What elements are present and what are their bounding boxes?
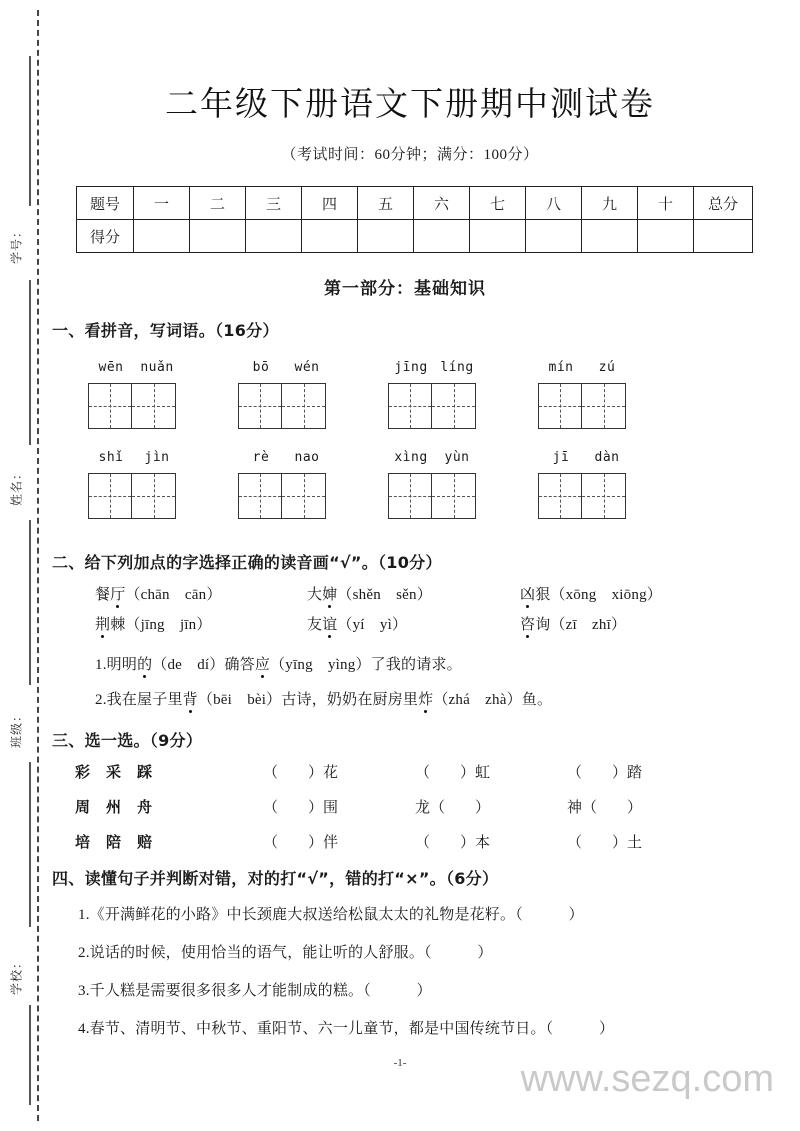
q2-word-1: [95, 583, 222, 604]
q2-word-2: [307, 583, 432, 604]
q2-word-2-dotted-char: 婶: [322, 583, 337, 604]
tianzige-r2c3[interactable]: [388, 473, 476, 519]
q2-word-1-pinyin[interactable]: （chān cān）: [125, 587, 222, 603]
tianzige-r2c2[interactable]: [238, 473, 326, 519]
q2-sentence-2-pinyin-2[interactable]: （zhá zhà）: [433, 692, 522, 708]
pinyin-r1c3-syllable2: líng: [440, 360, 474, 375]
seal-label-class: 班级：: [9, 709, 24, 749]
q2-word-6: [520, 613, 626, 634]
pinyin-r2c2-syllable1: rè: [252, 450, 270, 465]
pinyin-r2c1-syllable2: jìn: [144, 450, 170, 465]
pinyin-r2c4-syllable2: dàn: [594, 450, 620, 465]
tianzige-cell[interactable]: [132, 474, 175, 518]
pinyin-r1c2-syllable2: wén: [294, 360, 320, 375]
tianzige-cell[interactable]: [239, 474, 282, 518]
q2-word-3-post: 狠: [535, 587, 551, 603]
tianzige-cell[interactable]: [432, 474, 475, 518]
q2-word-5-dotted-char: 谊: [322, 613, 337, 634]
score-cell-2[interactable]: [190, 220, 246, 253]
page-number: -1-: [393, 1057, 407, 1069]
score-table-col-3: 三: [246, 187, 302, 220]
tianzige-cell[interactable]: [282, 474, 325, 518]
tianzige-r1c4[interactable]: [538, 383, 626, 429]
seal-solid-segment-5: [29, 1005, 31, 1105]
score-cell-4[interactable]: [302, 220, 358, 253]
score-table-col-2: 二: [190, 187, 246, 220]
score-cell-10[interactable]: [638, 220, 694, 253]
question-2-heading: 二、给下列加点的字选择正确的读音画“√”。（10分）: [52, 553, 442, 572]
watermark: www.sezq.com: [520, 1058, 774, 1100]
score-cell-5[interactable]: [358, 220, 414, 253]
q2-sentence-2-seg1: 我在屋子里: [106, 692, 183, 708]
question-4-heading: 四、读懂句子并判断对错，对的打“√”，错的打“×”。（6分）: [52, 869, 499, 888]
tianzige-cell[interactable]: [389, 384, 432, 428]
tianzige-cell[interactable]: [132, 384, 175, 428]
score-table-col-1: 一: [134, 187, 190, 220]
q2-sentence-1-dotted-char-1: 的: [137, 653, 152, 674]
score-table-row-label-score: 得分: [77, 220, 134, 253]
tianzige-cell[interactable]: [282, 384, 325, 428]
q3-row-1-slot-1[interactable]: （ ）花: [263, 765, 339, 781]
seal-label-student-id: 学号：: [9, 225, 24, 265]
pinyin-r2c3-syllable1: xìng: [394, 450, 428, 465]
score-table-col-10: 十: [638, 187, 694, 220]
q2-word-6-pinyin[interactable]: （zī zhī）: [550, 617, 627, 633]
score-table-col-7: 七: [470, 187, 526, 220]
pinyin-r1c1-syllable2: nuǎn: [140, 360, 174, 375]
q2-sentence-2-dotted-char-1: 背: [183, 688, 198, 709]
tianzige-r1c1[interactable]: [88, 383, 176, 429]
q3-row-1-slot-2[interactable]: （ ）虹: [415, 765, 491, 781]
score-cell-7[interactable]: [470, 220, 526, 253]
q3-row-3-characters: 培陪赔: [75, 835, 169, 851]
q3-row-1-slot-3[interactable]: （ ）踏: [567, 765, 643, 781]
table-row-question-numbers: [77, 187, 753, 220]
pinyin-r2c2-syllable2: nao: [294, 450, 320, 465]
q2-sentence-1-seg2: 确答: [224, 657, 255, 673]
score-cell-total[interactable]: [694, 220, 753, 253]
seal-label-school: 学校：: [9, 956, 24, 996]
tianzige-r2c1[interactable]: [88, 473, 176, 519]
q2-word-2-pre: 大: [307, 587, 323, 603]
pinyin-r2c4-syllable1: jī: [552, 450, 570, 465]
tianzige-r2c4[interactable]: [538, 473, 626, 519]
q2-word-6-dotted-char: 咨: [520, 613, 535, 634]
q2-word-5: [307, 613, 407, 634]
q2-sentence-2-seg3: 鱼。: [521, 692, 553, 708]
seal-solid-segment-3: [29, 520, 31, 685]
q4-item-1[interactable]: 1.《开满鲜花的小路》中长颈鹿大叔送给松鼠太太的礼物是花籽。（ ）: [78, 907, 584, 923]
page-title: 二年级下册语文下册期中测试卷: [165, 84, 655, 123]
tianzige-cell[interactable]: [539, 384, 582, 428]
pinyin-r1c4-syllable1: mín: [548, 360, 574, 375]
q2-word-4: [95, 613, 212, 634]
q2-sentence-2-dotted-char-2: 炸: [418, 688, 433, 709]
tianzige-cell[interactable]: [239, 384, 282, 428]
q2-sentence-1-dotted-char-2: 应: [255, 653, 270, 674]
pinyin-r2c3-syllable2: yùn: [444, 450, 470, 465]
q2-word-5-pre: 友: [307, 617, 323, 633]
q4-item-2[interactable]: 2.说话的时候，使用恰当的语气，能让听的人舒服。（ ）: [78, 945, 493, 961]
tianzige-cell[interactable]: [582, 384, 625, 428]
q2-sentence-2: [95, 688, 552, 709]
q2-sentence-2-seg2: 古诗，奶奶在厨房里: [281, 692, 419, 708]
question-3-heading: 三、选一选。（9分）: [52, 731, 203, 750]
score-cell-8[interactable]: [526, 220, 582, 253]
q3-row-2-characters: 周州舟: [75, 800, 169, 816]
seal-dashed-line: [37, 10, 39, 1121]
q3-row-3-slot-3[interactable]: （ ）土: [567, 835, 643, 851]
score-table-col-6: 六: [414, 187, 470, 220]
q2-word-3-pinyin[interactable]: （xōng xiōng）: [550, 587, 662, 603]
score-table-col-8: 八: [526, 187, 582, 220]
q2-word-4-pinyin[interactable]: （jīng jīn）: [125, 617, 212, 633]
pinyin-r2c1-syllable1: shǐ: [98, 450, 124, 465]
tianzige-cell[interactable]: [539, 474, 582, 518]
score-cell-1[interactable]: [134, 220, 190, 253]
q2-sentence-1-pinyin-1[interactable]: （de dí）: [152, 657, 225, 673]
q2-word-4-dotted-char: 荆: [95, 613, 110, 634]
q2-word-6-post: 询: [535, 617, 551, 633]
exam-subtitle: （考试时间：60分钟；满分：100分）: [281, 147, 539, 163]
question-1-heading: 一、看拼音，写词语。（16分）: [52, 321, 279, 340]
score-table: [76, 186, 753, 253]
score-cell-9[interactable]: [582, 220, 638, 253]
pinyin-r1c1-syllable1: wēn: [98, 360, 124, 375]
q2-word-5-pinyin[interactable]: （yí yì）: [337, 617, 408, 633]
score-table-col-9: 九: [582, 187, 638, 220]
score-cell-3[interactable]: [246, 220, 302, 253]
tianzige-cell[interactable]: [89, 384, 132, 428]
q2-word-1-pre: 餐: [95, 587, 111, 603]
q4-item-4[interactable]: 4.春节、清明节、中秋节、重阳节、六一儿童节，都是中国传统节日。（ ）: [78, 1021, 615, 1037]
q4-item-3[interactable]: 3.千人糕是需要很多很多人才能制成的糕。（ ）: [78, 983, 432, 999]
q2-sentence-1: [95, 653, 462, 674]
q2-word-4-post: 棘: [110, 617, 126, 633]
tianzige-r1c2[interactable]: [238, 383, 326, 429]
q2-sentence-2-pinyin-1[interactable]: （bēi bèi）: [197, 692, 282, 708]
q2-sentence-1-seg1: 明明: [106, 657, 138, 673]
q2-sentence-1-pinyin-2[interactable]: （yīng yìng）: [270, 657, 371, 673]
q2-word-3: [520, 583, 662, 604]
seal-label-name: 姓名：: [9, 467, 24, 507]
q3-row-2-slot-3[interactable]: 神（ ）: [567, 800, 643, 816]
q2-sentence-1-number: 1.: [95, 657, 107, 673]
pinyin-r1c4-syllable2: zú: [598, 360, 616, 375]
table-row-scores: [77, 220, 753, 253]
tianzige-cell[interactable]: [582, 474, 625, 518]
seal-solid-segment-4: [29, 762, 31, 927]
q2-word-1-dotted-char: 厅: [110, 583, 125, 604]
q3-row-1-characters: 彩采踩: [75, 765, 169, 781]
seal-solid-segment-2: [29, 280, 31, 445]
score-table-col-total: 总分: [694, 187, 753, 220]
part-one-heading: 第一部分：基础知识: [324, 279, 486, 299]
pinyin-r1c2-syllable1: bō: [252, 360, 270, 375]
q3-row-3-slot-2[interactable]: （ ）本: [415, 835, 491, 851]
q2-word-2-pinyin[interactable]: （shěn sěn）: [337, 587, 432, 603]
q3-row-2-slot-1[interactable]: （ ）围: [263, 800, 339, 816]
score-table-col-5: 五: [358, 187, 414, 220]
score-table-col-4: 四: [302, 187, 358, 220]
tianzige-cell[interactable]: [432, 384, 475, 428]
tianzige-r1c3[interactable]: [388, 383, 476, 429]
pinyin-r1c3-syllable1: jīng: [394, 360, 428, 375]
score-cell-6[interactable]: [414, 220, 470, 253]
seal-solid-segment-1: [29, 56, 31, 206]
tianzige-cell[interactable]: [389, 474, 432, 518]
score-table-row-label-question: 题号: [77, 187, 134, 220]
q2-sentence-1-seg3: 了我的请求。: [370, 657, 462, 673]
tianzige-cell[interactable]: [89, 474, 132, 518]
q2-word-3-dotted-char: 凶: [520, 583, 535, 604]
q3-row-3-slot-1[interactable]: （ ）伴: [263, 835, 339, 851]
q2-sentence-2-number: 2.: [95, 692, 107, 708]
q3-row-2-slot-2[interactable]: 龙（ ）: [415, 800, 491, 816]
